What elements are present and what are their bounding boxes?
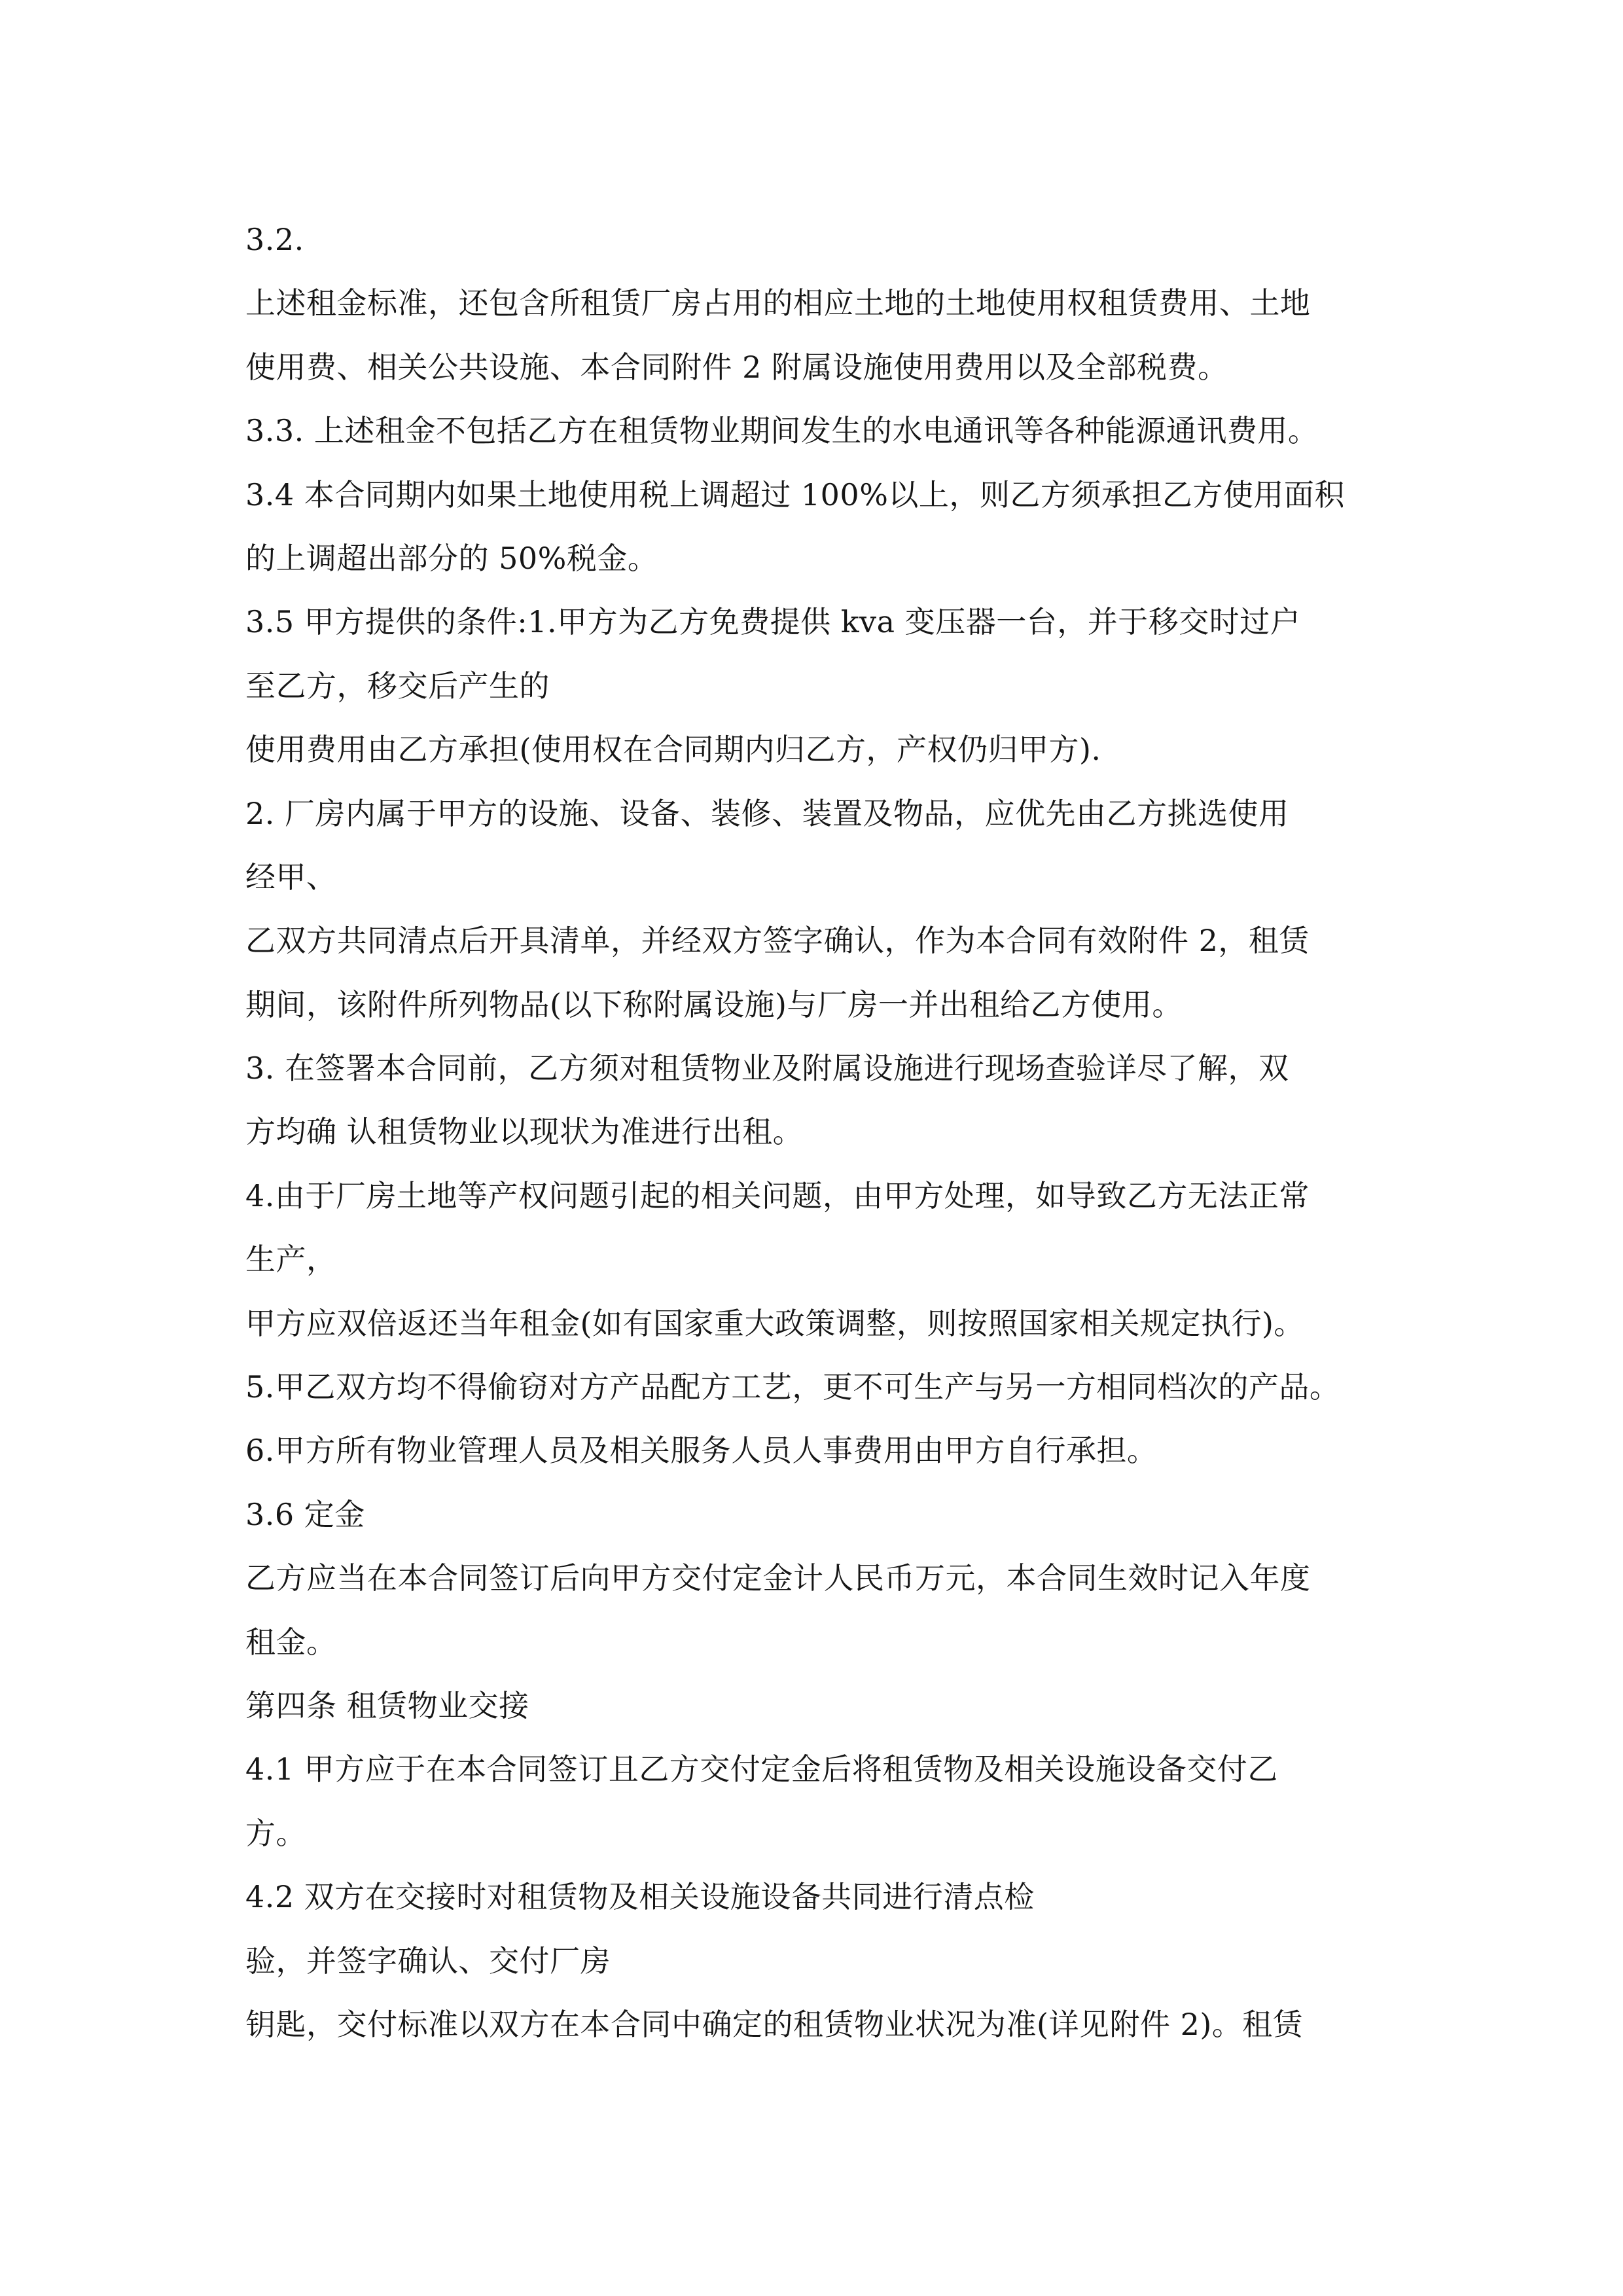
text-line: 方。 (245, 1815, 306, 1851)
text-line: 4.1 甲方应于在本合同签订且乙方交付定金后将租赁物及相关设施设备交付乙 (245, 1751, 1278, 1787)
text-line: 的上调超出部分的 50%税金。 (245, 540, 658, 576)
text-line: 3. 在签署本合同前，乙方须对租赁物业及附属设施进行现场查验详尽了解，双 (245, 1050, 1289, 1086)
text-line: 3.3. 上述租金不包括乙方在租赁物业期间发生的水电通讯等各种能源通讯费用。 (245, 413, 1319, 449)
text-line: 上述租金标准，还包含所租赁厂房占用的相应土地的土地使用权租赁费用、土地 (245, 285, 1311, 321)
text-line: 钥匙，交付标准以双方在本合同中确定的租赁物业状况为准(详见附件 2)。租赁 (245, 2006, 1304, 2042)
text-line: 甲方应双倍返还当年租金(如有国家重大政策调整，则按照国家相关规定执行)。 (245, 1305, 1304, 1341)
text-line: 6.甲方所有物业管理人员及相关服务人员人事费用由甲方自行承担。 (245, 1433, 1158, 1469)
text-line: 验，并签字确认、交付厂房 (245, 1943, 611, 1979)
text-line: 4.由于厂房土地等产权问题引起的相关问题，由甲方处理，如导致乙方无法正常 (245, 1177, 1310, 1213)
text-line: 乙双方共同清点后开具清单，并经双方签字确认，作为本合同有效附件 2，租赁 (245, 923, 1310, 959)
text-line: 3.2. (245, 222, 304, 257)
text-line: 经甲、 (245, 859, 337, 895)
text-line: 4.2 双方在交接时对租赁物及相关设施设备共同进行清点检 (245, 1879, 1035, 1915)
text-line: 使用费、相关公共设施、本合同附件 2 附属设施使用费用以及全部税费。 (245, 349, 1228, 385)
document-body (245, 208, 1397, 2056)
text-line: 3.5 甲方提供的条件:1.甲方为乙方免费提供 kva 变压器一台，并于移交时过户 (245, 604, 1301, 640)
text-line: 期间，该附件所列物品(以下称附属设施)与厂房一并出租给乙方使用。 (245, 986, 1183, 1022)
text-line: 租金。 (245, 1624, 337, 1660)
text-line: 方均确 认租赁物业以现状为准进行出租。 (245, 1114, 804, 1150)
text-line: 3.4 本合同期内如果土地使用税上调超过 100%以上，则乙方须承担乙方使用面积 (245, 476, 1345, 512)
text-line: 乙方应当在本合同签订后向甲方交付定金计人民币万元，本合同生效时记入年度 (245, 1560, 1311, 1596)
text-line: 使用费用由乙方承担(使用权在合同期内归乙方，产权仍归甲方). (245, 732, 1101, 768)
text-line: 3.6 定金 (245, 1496, 365, 1532)
text-line: 5.甲乙双方均不得偷窃对方产品配方工艺，更不可生产与另一方相同档次的产品。 (245, 1369, 1340, 1405)
section-heading: 第四条 租赁物业交接 (245, 1687, 529, 1723)
text-line: 至乙方，移交后产生的 (245, 668, 550, 704)
text-line: 2. 厂房内属于甲方的设施、设备、装修、装置及物品，应优先由乙方挑选使用 (245, 795, 1289, 831)
text-line: 生产， (245, 1242, 337, 1278)
